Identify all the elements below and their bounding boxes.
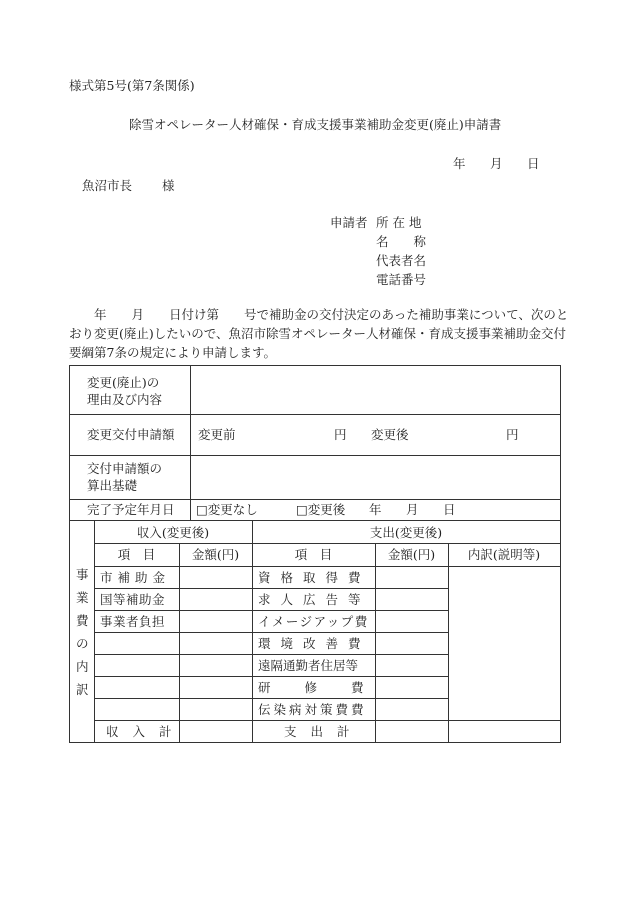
reason-label-line2: 理由及び内容	[87, 392, 163, 407]
expense-amount-header: 金額(円)	[387, 547, 436, 562]
basis-label-line1: 交付申請額の	[87, 461, 163, 476]
no-change-checkbox[interactable]: □変更なし	[196, 502, 258, 517]
expense-item: 遠隔通勤者住居等	[258, 658, 359, 673]
completion-year: 年	[369, 502, 382, 517]
side-label-char: 内	[76, 659, 89, 674]
date-year: 年	[453, 156, 466, 171]
side-label-char: 事	[76, 567, 89, 582]
expense-total: 支出計	[284, 724, 364, 739]
income-item-header: 項 目	[117, 547, 156, 562]
body-line: 年 月 日付け第 号で補助金の交付決定のあった補助事業について、次のと	[69, 307, 569, 322]
completion-month: 月	[406, 502, 419, 517]
basis-label-line2: 算出基礎	[87, 478, 138, 493]
form-number: 様式第5号(第7条関係)	[69, 78, 195, 93]
income-item: 市補助金	[100, 570, 171, 585]
expense-item: 資格取得費	[258, 570, 371, 585]
after-change-checkbox[interactable]: □変更後	[296, 502, 346, 517]
applicant-representative: 代表者名	[376, 253, 427, 268]
addressee-honorific: 様	[162, 178, 175, 193]
detail-header: 内訳(説明等)	[467, 547, 541, 562]
before-yen: 円	[334, 427, 347, 442]
side-label-char: 業	[76, 590, 89, 605]
completion-label: 完了予定年月日	[87, 502, 175, 517]
date-day: 日	[527, 156, 540, 171]
completion-day: 日	[443, 502, 456, 517]
after-label: 変更後	[371, 427, 409, 442]
before-label: 変更前	[198, 427, 236, 442]
income-item: 国等補助金	[100, 592, 166, 607]
amount-label: 変更交付申請額	[87, 427, 175, 442]
income-amount-header: 金額(円)	[191, 547, 240, 562]
body-line: 要綱第7条の規定により申請します。	[69, 345, 276, 360]
expense-header: 支出(変更後)	[369, 525, 443, 540]
applicant-label: 申請者	[330, 215, 368, 230]
income-item: 事業者負担	[100, 614, 166, 629]
side-label-char: の	[76, 636, 89, 651]
income-total: 収入計	[106, 724, 186, 739]
expense-item: 伝染病対策費費	[258, 702, 367, 717]
income-header: 収入(変更後)	[136, 525, 210, 540]
date-month: 月	[490, 156, 503, 171]
addressee-name: 魚沼市長	[82, 178, 133, 193]
expense-item: イメージアップ費	[258, 614, 369, 629]
expense-item: 求人広告等	[258, 592, 371, 607]
applicant-address: 所 在 地	[376, 215, 422, 230]
after-yen: 円	[506, 427, 519, 442]
applicant-name: 名 称	[376, 234, 427, 249]
side-label-char: 費	[76, 613, 89, 628]
page-title: 除雪オペレーター人材確保・育成支援事業補助金変更(廃止)申請書	[129, 117, 502, 132]
side-label-char: 訳	[76, 682, 89, 697]
expense-item: 研修費	[258, 680, 398, 695]
expense-item: 環境改善費	[258, 636, 371, 651]
reason-label-line1: 変更(廃止)の	[87, 375, 160, 390]
body-line: おり変更(廃止)したいので、魚沼市除雪オペレーター人材確保・育成支援事業補助金交付	[69, 326, 567, 341]
applicant-phone: 電話番号	[376, 272, 427, 287]
expense-item-header: 項 目	[294, 547, 333, 562]
